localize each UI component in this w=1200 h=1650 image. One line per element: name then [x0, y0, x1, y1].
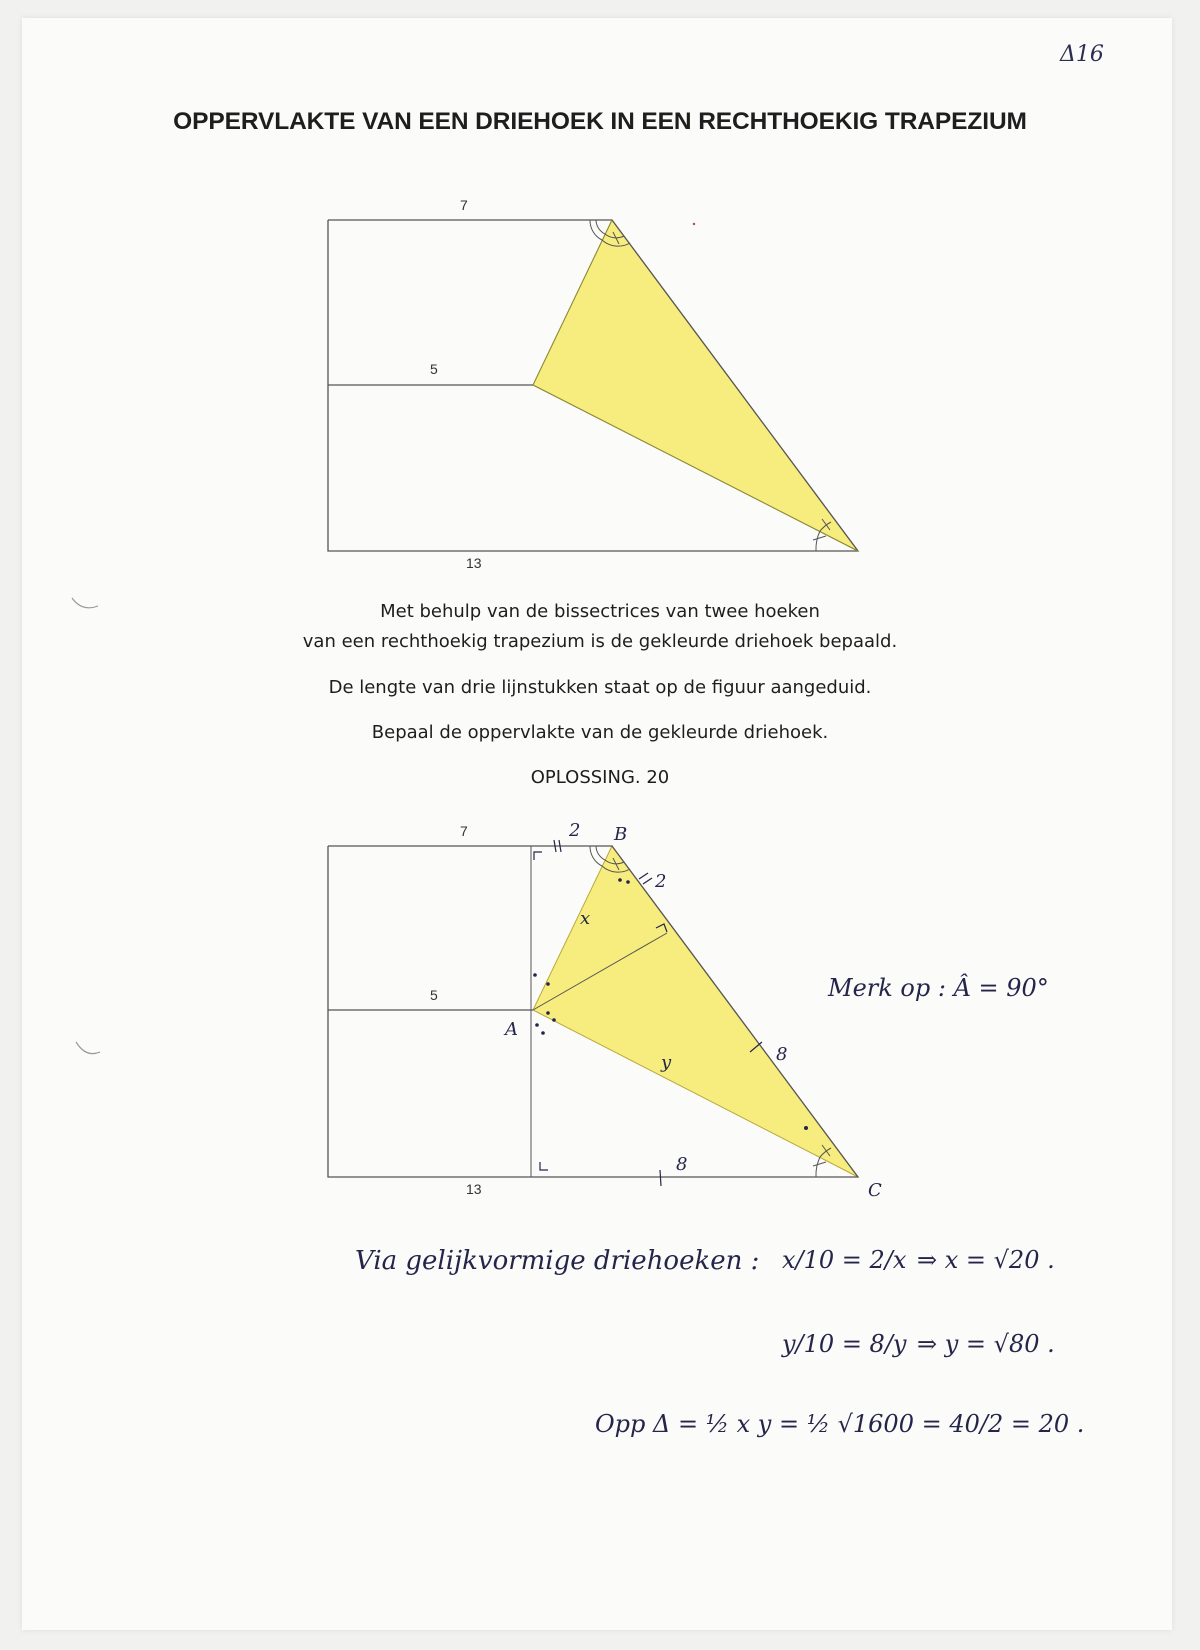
- figure1-label-bottom: 13: [466, 555, 482, 571]
- figure2-label-bottom: 13: [466, 1181, 482, 1197]
- problem-line-2: van een rechthoekig trapezium is de gekleurde driehoek bepaald.: [302, 631, 898, 652]
- hand-label-y: y: [661, 1052, 672, 1073]
- page-title: OPPERVLAKTE VAN EEN DRIEHOEK IN EEN RECHTHOEKIG TRAPEZIUM: [173, 108, 1027, 135]
- vertex-c-label: C: [868, 1180, 882, 1201]
- figure2-label-top: 7: [460, 823, 468, 839]
- hand-label-two-top: 2: [569, 820, 581, 841]
- solution-intro: Via gelijkvormige driehoeken :: [355, 1246, 760, 1276]
- scan-mark-2: [76, 1042, 100, 1054]
- problem-line-4: Bepaal de oppervlakte van de gekleurde driehoek.: [371, 722, 829, 743]
- solution-eq2-rhs: ⇒ y = √80 .: [917, 1330, 1055, 1358]
- problem-line-3: De lengte van drie lijnstukken staat op de figuur aangeduid.: [328, 677, 872, 698]
- hand-label-two-side: 2: [655, 871, 667, 892]
- solution-heading: OPLOSSING. 20: [530, 767, 670, 788]
- handwritten-note: Merk op : Â = 90°: [828, 974, 1049, 1002]
- hand-label-eight-bottom: 8: [676, 1154, 688, 1175]
- hand-label-eight-side: 8: [776, 1044, 788, 1065]
- solution-eq1-rhs: ⇒ x = √20 .: [917, 1246, 1055, 1274]
- vertex-a-label: A: [505, 1019, 518, 1040]
- figure2-label-mid: 5: [430, 987, 438, 1003]
- figure1-label-top: 7: [460, 197, 468, 213]
- vertex-b-label: B: [614, 824, 628, 845]
- solution-eq2-lhs: y/10 = 8/y: [782, 1330, 907, 1358]
- page-number: Δ16: [1060, 42, 1104, 67]
- solution-eq1-lhs: x/10 = 2/x: [782, 1246, 907, 1274]
- hand-label-x: x: [580, 908, 591, 929]
- problem-line-1: Met behulp van de bissectrices van twee hoeken: [380, 601, 820, 622]
- figure1-label-mid: 5: [430, 361, 438, 377]
- solution-area-line: Opp Δ = ½ x y = ½ √1600 = 40/2 = 20 .: [595, 1410, 1085, 1438]
- scan-mark-1: [72, 598, 98, 608]
